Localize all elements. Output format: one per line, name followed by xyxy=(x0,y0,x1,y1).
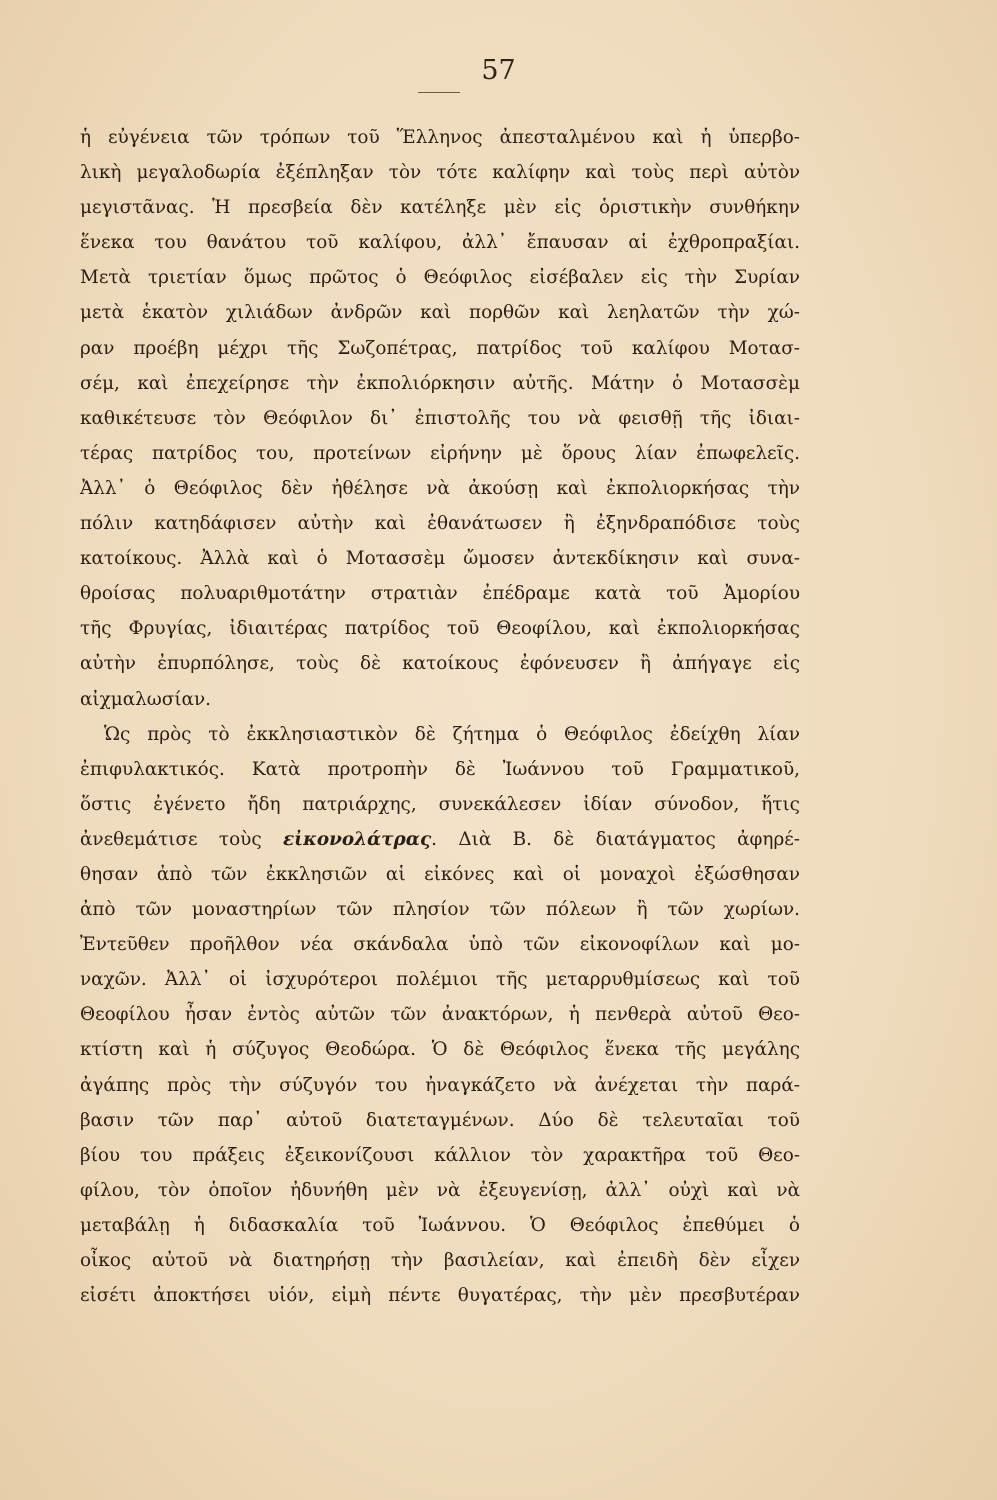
text-line: θησαν ἀπὸ τῶν ἐκκλησιῶν αἱ εἰκόνες καὶ οἱ μοναχοὶ ἐξώσθησαν xyxy=(80,863,800,885)
text-line: ἡ εὐγένεια τῶν τρόπων τοῦ Ἕλληνος ἀπεσταλμένου καὶ ἡ ὑπερβο- xyxy=(80,127,800,148)
text-line: τέρας πατρίδος του, προτείνων εἰρήνην μὲ ὅρους λίαν ἐπωφελεῖς. xyxy=(80,442,800,464)
text-line: ἀπὸ τῶν μοναστηρίων τῶν πλησίον τῶν πόλεων ἢ τῶν χωρίων. xyxy=(80,899,800,921)
text-line: ὅστις ἐγένετο ἤδη πατριάρχης, συνεκάλεσεν ἰδίαν σύνοδον, ἥτις xyxy=(80,793,800,815)
text-line: ἐπιφυλακτικός. Κατὰ προτροπὴν δὲ Ἰωάννου τοῦ Γραμματικοῦ, xyxy=(80,758,800,780)
text-line: οἶκος αὐτοῦ νὰ διατηρήσῃ τὴν βασιλείαν, καὶ ἐπειδὴ δὲν εἶχεν xyxy=(80,1250,800,1271)
text-line: πόλιν κατηδάφισεν αὐτὴν καὶ ἐθανάτωσεν ἢ ἐξηνδραπόδισε τοὺς xyxy=(80,513,800,535)
text-line: φίλου, τὸν ὁποῖον ἠδυνήθη μὲν νὰ ἐξευγενίσῃ, ἀλλ᾿ οὐχὶ καὶ νὰ xyxy=(80,1179,800,1201)
text-line: Μετὰ τριετίαν ὅμως πρῶτος ὁ Θεόφιλος εἰσέβαλεν εἰς τὴν Συρίαν xyxy=(80,267,800,289)
text-line: Ἐντεῦθεν προῆλθον νέα σκάνδαλα ὑπὸ τῶν εἰκονοφίλων καὶ μο- xyxy=(80,934,800,956)
emphasized-word: εἰκονολάτρας xyxy=(282,828,432,850)
text-line: ἀγάπης πρὸς τὴν σύζυγόν του ἠναγκάζετο νὰ ἀνέχεται τὴν παρά- xyxy=(80,1074,800,1096)
text-line: Θεοφίλου ἦσαν ἐντὸς αὐτῶν τῶν ἀνακτόρων, ἡ πενθερὰ αὐτοῦ Θεο- xyxy=(80,1004,800,1026)
text-line: ναχῶν. Ἀλλ᾿ οἱ ἰσχυρότεροι πολέμιοι τῆς μεταρρυθμίσεως καὶ τοῦ xyxy=(80,969,800,991)
text-line: ραν προέβη μέχρι τῆς Σωζοπέτρας, πατρίδος τοῦ καλίφου Μοτασ- xyxy=(80,337,800,359)
text-line: θροίσας πολυαριθμοτάτην στρατιὰν ἐπέδραμε κατὰ τοῦ Ἀμορίου xyxy=(80,583,800,605)
text-line: Ὡς πρὸς τὸ ἐκκλησιαστικὸν δὲ ζήτημα ὁ Θεόφιλος ἐδείχθη λίαν xyxy=(104,723,800,745)
text-line xyxy=(80,822,800,857)
text-line: μεταβάλῃ ἡ διδασκαλία τοῦ Ἰωάννου. Ὁ Θεόφιλος ἐπεθύμει ὁ xyxy=(80,1214,800,1236)
text-line: βασιν τῶν παρ᾿ αὐτοῦ διατεταγμένων. Δύο δὲ τελευταῖαι τοῦ xyxy=(80,1109,800,1131)
text-line: σέμ, καὶ ἐπεχείρησε τὴν ἐκπολιόρκησιν αὐτῆς. Μάτην ὁ Μοτασσὲμ xyxy=(80,372,800,394)
text-line: αὐτὴν ἐπυρπόλησε, τοὺς δὲ κατοίκους ἐφόνευσεν ἢ ἀπήγαγε εἰς xyxy=(80,653,800,675)
text-line: λικὴ μεγαλοδωρία ἐξέπληξαν τὸν τότε καλίφην καὶ τοὺς περὶ αὐτὸν xyxy=(80,162,800,184)
text-line: εἰσέτι ἀποκτήσει υἱόν, εἰμὴ πέντε θυγατέρας, τὴν μὲν πρεσβυτέραν xyxy=(80,1285,800,1307)
text-line: ἕνεκα του θανάτου τοῦ καλίφου, ἀλλ᾿ ἔπαυσαν αἱ ἐχθροπραξίαι. xyxy=(80,232,800,254)
page-number: 57 xyxy=(481,55,516,86)
text-line: τῆς Φρυγίας, ἰδιαιτέρας πατρίδος τοῦ Θεοφίλου, καὶ ἐκπολιορκήσας xyxy=(80,618,800,640)
line-pre: ἀνεθεμάτισε τοὺς xyxy=(80,828,283,850)
text-line: κτίστη καὶ ἡ σύζυγος Θεοδώρα. Ὁ δὲ Θεόφιλος ἕνεκα τῆς μεγάλης xyxy=(80,1039,800,1061)
body-text xyxy=(80,120,800,1313)
text-line: κατοίκους. Ἀλλὰ καὶ ὁ Μοτασσὲμ ὤμοσεν ἀντεκδίκησιν καὶ συνα- xyxy=(80,548,800,570)
text-line: βίου του πράξεις ἐξεικονίζουσι κάλλιον τὸν χαρακτῆρα τοῦ Θεο- xyxy=(80,1144,800,1166)
text-line: καθικέτευσε τὸν Θεόφιλον δι᾿ ἐπιστολῆς του νὰ φεισθῇ τῆς ἰδιαι- xyxy=(80,407,800,429)
text-line: Ἀλλ᾿ ὁ Θεόφιλος δὲν ἠθέλησε νὰ ἀκούσῃ καὶ ἐκπολιορκήσας τὴν xyxy=(80,477,800,499)
text-line: αἰχμαλωσίαν. xyxy=(80,688,212,710)
line-post: . Διὰ Β. δὲ διατάγματος ἀφηρέ- xyxy=(431,828,801,850)
text-line: μετὰ ἑκατὸν χιλιάδων ἀνδρῶν καὶ πορθῶν καὶ λεηλατῶν τὴν χώ- xyxy=(80,302,800,324)
page-number-rule xyxy=(418,92,460,93)
text-line: μεγιστᾶνας. Ἡ πρεσβεία δὲν κατέληξε μὲν εἰς ὁριστικὴν συνθήκην xyxy=(80,197,800,219)
